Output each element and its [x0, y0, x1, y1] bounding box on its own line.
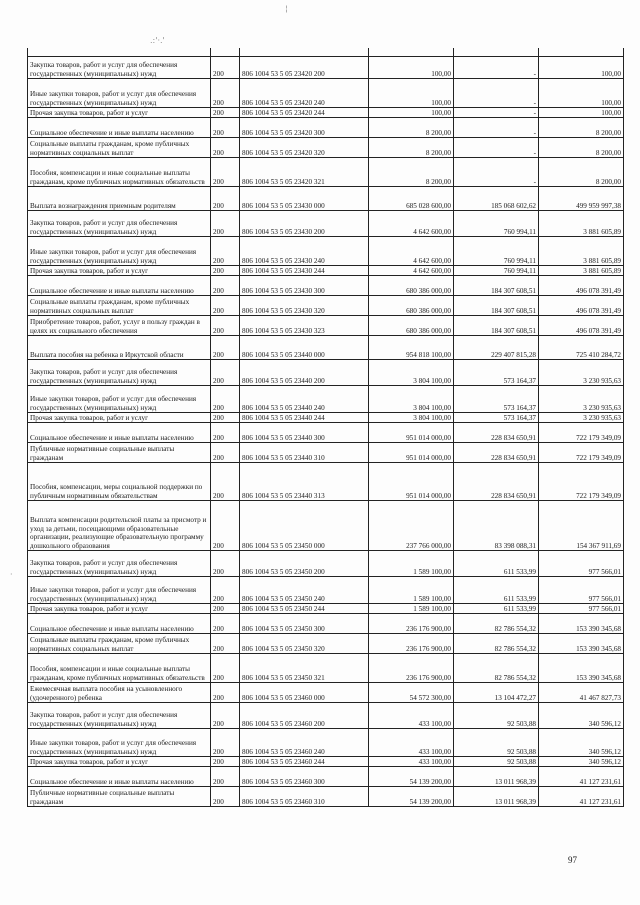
row-name-cell: Выплата пособия на ребенка в Иркутской области	[28, 336, 211, 360]
table-row	[28, 787, 624, 807]
row-code-cell: 806 1004 53 5 05 23420 200	[240, 57, 369, 79]
row-exec-cell: 92 503,88	[454, 729, 539, 757]
table-row	[28, 654, 624, 683]
row-exec-cell: -	[454, 138, 539, 158]
row-code-cell: 806 1004 53 5 05 23420 244	[240, 108, 369, 118]
row-exec-cell: 228 834 650,91	[454, 463, 539, 501]
row-name-cell: Социальное обеспечение и иные выплаты населению	[28, 423, 211, 443]
row-plan-cell: 3 804 100,00	[369, 386, 454, 413]
row-grbs-cell: 200	[211, 386, 240, 413]
row-plan-cell: 433 100,00	[369, 757, 454, 767]
row-exec-cell: 13 011 968,39	[454, 787, 539, 807]
row-plan-cell: 4 642 600,00	[369, 266, 454, 276]
table-row	[28, 360, 624, 386]
row-rest-cell: 153 390 345,68	[539, 634, 624, 654]
row-rest-cell: 41 127 231,61	[539, 787, 624, 807]
row-name-cell: Иные закупки товаров, работ и услуг для обеспечения государственных (муниципальных) нужд	[28, 729, 211, 757]
row-grbs-cell: 200	[211, 443, 240, 463]
header-cell-rest	[539, 48, 624, 57]
row-exec-cell: 228 834 650,91	[454, 443, 539, 463]
row-exec-cell: 82 786 554,32	[454, 614, 539, 634]
row-code-cell: 806 1004 53 5 05 23440 310	[240, 443, 369, 463]
row-exec-cell: 82 786 554,32	[454, 634, 539, 654]
row-exec-cell: 83 398 088,31	[454, 501, 539, 551]
row-plan-cell: 954 818 100,00	[369, 336, 454, 360]
row-name-cell: Социальное обеспечение и иные выплаты населению	[28, 276, 211, 296]
row-exec-cell: 13 104 472,27	[454, 683, 539, 703]
row-rest-cell: 8 200,00	[539, 158, 624, 187]
row-grbs-cell: 200	[211, 683, 240, 703]
table-row	[28, 634, 624, 654]
row-grbs-cell: 200	[211, 316, 240, 336]
row-name-cell: Иные закупки товаров, работ и услуг для обеспечения государственных (муниципальных) нужд	[28, 577, 211, 604]
row-plan-cell: 685 028 600,00	[369, 187, 454, 211]
row-grbs-cell: 200	[211, 118, 240, 138]
row-plan-cell: 236 176 900,00	[369, 614, 454, 634]
row-grbs-cell: 200	[211, 604, 240, 614]
table-row	[28, 266, 624, 276]
row-exec-cell: 760 994,11	[454, 211, 539, 237]
budget-table	[27, 48, 624, 807]
row-rest-cell: 496 078 391,49	[539, 296, 624, 316]
row-name-cell: Пособия, компенсации, меры социальной поддержки по публичным нормативным обязательствам	[28, 463, 211, 501]
row-rest-cell: 3 230 935,63	[539, 360, 624, 386]
row-grbs-cell: 200	[211, 413, 240, 423]
row-exec-cell: 611 533,99	[454, 604, 539, 614]
table-row	[28, 79, 624, 108]
row-rest-cell: 100,00	[539, 108, 624, 118]
table-row	[28, 276, 624, 296]
budget-table-body	[28, 48, 624, 807]
row-code-cell: 806 1004 53 5 05 23430 320	[240, 296, 369, 316]
row-plan-cell: 951 014 000,00	[369, 423, 454, 443]
row-grbs-cell: 200	[211, 108, 240, 118]
table-row	[28, 296, 624, 316]
scan-mark: ¦	[285, 4, 288, 13]
row-grbs-cell: 200	[211, 654, 240, 683]
row-name-cell: Иные закупки товаров, работ и услуг для обеспечения государственных (муниципальных) нужд	[28, 386, 211, 413]
row-name-cell: Социальное обеспечение и иные выплаты населению	[28, 767, 211, 787]
table-row	[28, 577, 624, 604]
row-exec-cell: 760 994,11	[454, 266, 539, 276]
row-grbs-cell: 200	[211, 79, 240, 108]
row-grbs-cell: 200	[211, 360, 240, 386]
row-grbs-cell: 200	[211, 767, 240, 787]
row-name-cell: Пособия, компенсации и иные социальные выплаты гражданам, кроме публичных нормативных обязательств	[28, 158, 211, 187]
row-rest-cell: 725 410 284,72	[539, 336, 624, 360]
table-row	[28, 604, 624, 614]
row-exec-cell: 82 786 554,32	[454, 654, 539, 683]
row-plan-cell: 54 139 200,00	[369, 787, 454, 807]
row-grbs-cell: 200	[211, 336, 240, 360]
row-rest-cell: 722 179 349,09	[539, 423, 624, 443]
row-rest-cell: 496 078 391,49	[539, 276, 624, 296]
row-code-cell: 806 1004 53 5 05 23450 200	[240, 551, 369, 577]
row-plan-cell: 951 014 000,00	[369, 443, 454, 463]
row-grbs-cell: 200	[211, 138, 240, 158]
row-code-cell: 806 1004 53 5 05 23440 300	[240, 423, 369, 443]
row-rest-cell: 3 881 605,89	[539, 211, 624, 237]
row-name-cell: Закупка товаров, работ и услуг для обеспечения государственных (муниципальных) нужд	[28, 211, 211, 237]
row-name-cell: Публичные нормативные социальные выплаты гражданам	[28, 443, 211, 463]
row-plan-cell: 100,00	[369, 108, 454, 118]
row-rest-cell: 496 078 391,49	[539, 316, 624, 336]
row-name-cell: Социальное обеспечение и иные выплаты населению	[28, 614, 211, 634]
table-row	[28, 683, 624, 703]
row-rest-cell: 8 200,00	[539, 118, 624, 138]
row-exec-cell: 92 503,88	[454, 703, 539, 729]
table-row	[28, 551, 624, 577]
header-cell-exec	[454, 48, 539, 57]
row-code-cell: 806 1004 53 5 05 23430 244	[240, 266, 369, 276]
row-rest-cell: 3 230 935,63	[539, 413, 624, 423]
row-exec-cell: 573 164,37	[454, 386, 539, 413]
table-header-stub	[28, 48, 624, 57]
header-cell-grbs	[211, 48, 240, 57]
row-code-cell: 806 1004 53 5 05 23450 321	[240, 654, 369, 683]
row-exec-cell: 573 164,37	[454, 413, 539, 423]
row-rest-cell: 153 390 345,68	[539, 614, 624, 634]
row-rest-cell: 977 566,01	[539, 604, 624, 614]
row-rest-cell: 3 881 605,89	[539, 266, 624, 276]
row-plan-cell: 1 589 100,00	[369, 604, 454, 614]
row-name-cell: Приобретение товаров, работ, услуг в пользу граждан в целях их социального обеспечения	[28, 316, 211, 336]
row-rest-cell: 153 390 345,68	[539, 654, 624, 683]
table-row	[28, 767, 624, 787]
row-plan-cell: 951 014 000,00	[369, 463, 454, 501]
row-rest-cell: 8 200,00	[539, 138, 624, 158]
row-exec-cell: -	[454, 57, 539, 79]
row-grbs-cell: 200	[211, 551, 240, 577]
row-name-cell: Закупка товаров, работ и услуг для обеспечения государственных (муниципальных) нужд	[28, 551, 211, 577]
header-cell-plan	[369, 48, 454, 57]
row-grbs-cell: 200	[211, 757, 240, 767]
table-row	[28, 336, 624, 360]
row-grbs-cell: 200	[211, 57, 240, 79]
row-rest-cell: 340 596,12	[539, 757, 624, 767]
row-name-cell: Прочая закупка товаров, работ и услуг	[28, 413, 211, 423]
row-grbs-cell: 200	[211, 266, 240, 276]
page-number: 97	[568, 855, 577, 865]
row-rest-cell: 3 230 935,63	[539, 386, 624, 413]
row-plan-cell: 1 589 100,00	[369, 551, 454, 577]
row-exec-cell: 573 164,37	[454, 360, 539, 386]
row-grbs-cell: 200	[211, 187, 240, 211]
table-row	[28, 423, 624, 443]
row-plan-cell: 54 572 300,00	[369, 683, 454, 703]
row-plan-cell: 680 386 000,00	[369, 316, 454, 336]
row-name-cell: Закупка товаров, работ и услуг для обеспечения государственных (муниципальных) нужд	[28, 703, 211, 729]
row-rest-cell: 722 179 349,09	[539, 443, 624, 463]
row-plan-cell: 8 200,00	[369, 138, 454, 158]
table-row	[28, 501, 624, 551]
row-rest-cell: 340 596,12	[539, 703, 624, 729]
table-row	[28, 108, 624, 118]
row-name-cell: Прочая закупка товаров, работ и услуг	[28, 604, 211, 614]
scan-mark: .:'·.'	[150, 36, 165, 45]
row-grbs-cell: 200	[211, 158, 240, 187]
row-plan-cell: 1 589 100,00	[369, 577, 454, 604]
row-name-cell: Иные закупки товаров, работ и услуг для обеспечения государственных (муниципальных) нужд	[28, 237, 211, 266]
table-row	[28, 614, 624, 634]
row-exec-cell: -	[454, 118, 539, 138]
row-plan-cell: 8 200,00	[369, 118, 454, 138]
row-grbs-cell: 200	[211, 463, 240, 501]
table-row	[28, 237, 624, 266]
row-plan-cell: 4 642 600,00	[369, 211, 454, 237]
row-code-cell: 806 1004 53 5 05 23450 300	[240, 614, 369, 634]
header-cell-name	[28, 48, 211, 57]
row-name-cell: Закупка товаров, работ и услуг для обеспечения государственных (муниципальных) нужд	[28, 360, 211, 386]
row-grbs-cell: 200	[211, 501, 240, 551]
row-name-cell: Прочая закупка товаров, работ и услуг	[28, 266, 211, 276]
row-exec-cell: 92 503,88	[454, 757, 539, 767]
table-row	[28, 158, 624, 187]
row-name-cell: Социальные выплаты гражданам, кроме публичных нормативных социальных выплат	[28, 138, 211, 158]
row-grbs-cell: 200	[211, 703, 240, 729]
row-grbs-cell: 200	[211, 296, 240, 316]
row-code-cell: 806 1004 53 5 05 23440 244	[240, 413, 369, 423]
row-grbs-cell: 200	[211, 634, 240, 654]
row-name-cell: Социальное обеспечение и иные выплаты населению	[28, 118, 211, 138]
row-rest-cell: 100,00	[539, 79, 624, 108]
table-row	[28, 386, 624, 413]
row-grbs-cell: 200	[211, 276, 240, 296]
row-grbs-cell: 200	[211, 614, 240, 634]
row-plan-cell: 433 100,00	[369, 729, 454, 757]
row-grbs-cell: 200	[211, 211, 240, 237]
row-grbs-cell: 200	[211, 237, 240, 266]
row-code-cell: 806 1004 53 5 05 23420 320	[240, 138, 369, 158]
row-code-cell: 806 1004 53 5 05 23450 240	[240, 577, 369, 604]
table-row	[28, 57, 624, 79]
row-grbs-cell: 200	[211, 729, 240, 757]
row-grbs-cell: 200	[211, 787, 240, 807]
header-cell-code	[240, 48, 369, 57]
table-row	[28, 729, 624, 757]
row-rest-cell: 977 566,01	[539, 577, 624, 604]
row-rest-cell: 3 881 605,89	[539, 237, 624, 266]
row-code-cell: 806 1004 53 5 05 23420 300	[240, 118, 369, 138]
row-rest-cell: 41 467 827,73	[539, 683, 624, 703]
row-name-cell: Прочая закупка товаров, работ и услуг	[28, 757, 211, 767]
row-code-cell: 806 1004 53 5 05 23430 000	[240, 187, 369, 211]
row-code-cell: 806 1004 53 5 05 23460 000	[240, 683, 369, 703]
row-exec-cell: -	[454, 158, 539, 187]
row-exec-cell: 184 307 608,51	[454, 276, 539, 296]
row-code-cell: 806 1004 53 5 05 23430 300	[240, 276, 369, 296]
row-code-cell: 806 1004 53 5 05 23420 321	[240, 158, 369, 187]
row-exec-cell: 229 407 815,28	[454, 336, 539, 360]
row-code-cell: 806 1004 53 5 05 23450 244	[240, 604, 369, 614]
table-row	[28, 138, 624, 158]
row-name-cell: Пособия, компенсации и иные социальные выплаты гражданам, кроме публичных нормативных обязательств	[28, 654, 211, 683]
row-exec-cell: -	[454, 108, 539, 118]
row-name-cell: Прочая закупка товаров, работ и услуг	[28, 108, 211, 118]
table-row	[28, 118, 624, 138]
row-rest-cell: 340 596,12	[539, 729, 624, 757]
row-code-cell: 806 1004 53 5 05 23460 244	[240, 757, 369, 767]
row-code-cell: 806 1004 53 5 05 23440 000	[240, 336, 369, 360]
row-code-cell: 806 1004 53 5 05 23440 313	[240, 463, 369, 501]
row-name-cell: Закупка товаров, работ и услуг для обеспечения государственных (муниципальных) нужд	[28, 57, 211, 79]
row-grbs-cell: 200	[211, 577, 240, 604]
row-plan-cell: 680 386 000,00	[369, 296, 454, 316]
row-plan-cell: 54 139 200,00	[369, 767, 454, 787]
row-name-cell: Выплата компенсации родительской платы за присмотр и уход за детьми, посещающими образовательные организации, реализующие образовательную программу дошкольного образования	[28, 501, 211, 551]
row-code-cell: 806 1004 53 5 05 23460 300	[240, 767, 369, 787]
table-row	[28, 187, 624, 211]
row-exec-cell: 184 307 608,51	[454, 316, 539, 336]
row-code-cell: 806 1004 53 5 05 23460 310	[240, 787, 369, 807]
row-code-cell: 806 1004 53 5 05 23420 240	[240, 79, 369, 108]
row-exec-cell: 184 307 608,51	[454, 296, 539, 316]
row-name-cell: Ежемесячная выплата пособия на усыновленного (удочеренного) ребенка	[28, 683, 211, 703]
row-grbs-cell: 200	[211, 423, 240, 443]
table-row	[28, 757, 624, 767]
row-exec-cell: -	[454, 79, 539, 108]
row-exec-cell: 760 994,11	[454, 237, 539, 266]
row-name-cell: Выплата вознаграждения приемным родителям	[28, 187, 211, 211]
row-name-cell: Иные закупки товаров, работ и услуг для обеспечения государственных (муниципальных) нужд	[28, 79, 211, 108]
row-exec-cell: 611 533,99	[454, 577, 539, 604]
row-exec-cell: 228 834 650,91	[454, 423, 539, 443]
row-code-cell: 806 1004 53 5 05 23450 320	[240, 634, 369, 654]
row-code-cell: 806 1004 53 5 05 23460 200	[240, 703, 369, 729]
row-code-cell: 806 1004 53 5 05 23460 240	[240, 729, 369, 757]
row-rest-cell: 100,00	[539, 57, 624, 79]
row-code-cell: 806 1004 53 5 05 23440 200	[240, 360, 369, 386]
row-code-cell: 806 1004 53 5 05 23430 323	[240, 316, 369, 336]
row-rest-cell: 977 566,01	[539, 551, 624, 577]
row-rest-cell: 154 367 911,69	[539, 501, 624, 551]
row-code-cell: 806 1004 53 5 05 23450 000	[240, 501, 369, 551]
row-plan-cell: 100,00	[369, 57, 454, 79]
table-row	[28, 413, 624, 423]
row-plan-cell: 236 176 900,00	[369, 654, 454, 683]
row-exec-cell: 13 011 968,39	[454, 767, 539, 787]
row-rest-cell: 722 179 349,09	[539, 463, 624, 501]
row-name-cell: Социальные выплаты гражданам, кроме публичных нормативных социальных выплат	[28, 634, 211, 654]
row-code-cell: 806 1004 53 5 05 23430 240	[240, 237, 369, 266]
scan-mark: ·	[10, 570, 13, 579]
row-plan-cell: 4 642 600,00	[369, 237, 454, 266]
row-plan-cell: 100,00	[369, 79, 454, 108]
row-exec-cell: 185 068 602,62	[454, 187, 539, 211]
row-plan-cell: 680 386 000,00	[369, 276, 454, 296]
table-row	[28, 703, 624, 729]
row-plan-cell: 236 176 900,00	[369, 634, 454, 654]
table-row	[28, 211, 624, 237]
row-plan-cell: 3 804 100,00	[369, 413, 454, 423]
row-plan-cell: 237 766 000,00	[369, 501, 454, 551]
row-rest-cell: 41 127 231,61	[539, 767, 624, 787]
row-exec-cell: 611 533,99	[454, 551, 539, 577]
row-code-cell: 806 1004 53 5 05 23440 240	[240, 386, 369, 413]
table-row	[28, 316, 624, 336]
row-name-cell: Публичные нормативные социальные выплаты гражданам	[28, 787, 211, 807]
table-row	[28, 443, 624, 463]
row-plan-cell: 8 200,00	[369, 158, 454, 187]
table-row	[28, 463, 624, 501]
row-plan-cell: 433 100,00	[369, 703, 454, 729]
row-rest-cell: 499 959 997,38	[539, 187, 624, 211]
row-code-cell: 806 1004 53 5 05 23430 200	[240, 211, 369, 237]
row-name-cell: Социальные выплаты гражданам, кроме публичных нормативных социальных выплат	[28, 296, 211, 316]
row-plan-cell: 3 804 100,00	[369, 360, 454, 386]
